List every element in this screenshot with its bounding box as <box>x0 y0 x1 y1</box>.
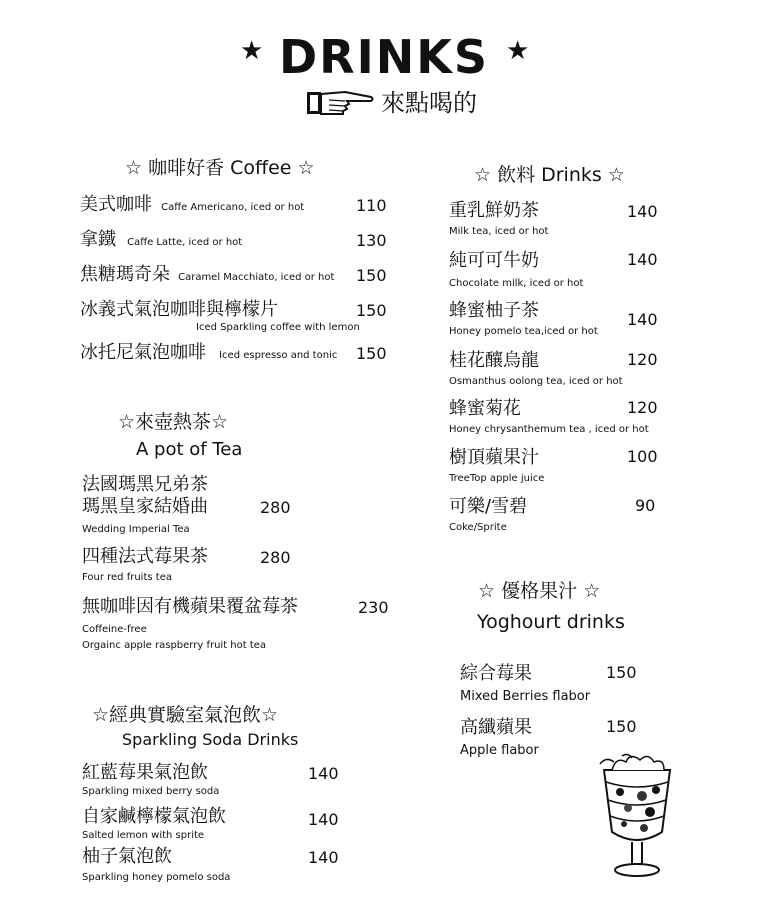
parfait-glass-icon <box>594 752 680 880</box>
tea-heading: ☆來壺熱茶☆ <box>118 411 229 433</box>
menu-item <box>82 846 342 884</box>
item-desc: Mixed Berries flabor <box>460 689 591 704</box>
soda-heading-en: Sparkling Soda Drinks <box>122 730 299 749</box>
page-title: DRINKS <box>279 30 489 84</box>
menu-item <box>80 264 390 286</box>
star-icon-left: ★ <box>240 36 264 66</box>
item-price: 140 <box>627 202 658 221</box>
item-desc: Wedding Imperial Tea <box>82 524 190 535</box>
item-price: 120 <box>627 398 658 417</box>
pointing-hand-icon <box>305 88 375 118</box>
subtitle: 來點喝的 <box>381 89 477 117</box>
item-name: 高纖蘋果 <box>460 717 532 738</box>
item-price: 150 <box>356 266 387 285</box>
item-price: 140 <box>627 250 658 269</box>
item-price: 140 <box>308 848 339 867</box>
tea-heading-en: A pot of Tea <box>136 439 243 460</box>
menu-item <box>449 447 669 485</box>
item-name: 焦糖瑪奇朵 <box>80 264 170 285</box>
item-name: 冰義式氣泡咖啡與檸檬片 <box>80 299 278 320</box>
item-name: 法國瑪黑兄弟茶 <box>82 474 208 495</box>
menu-item <box>449 398 669 436</box>
item-name: 純可可牛奶 <box>449 250 539 271</box>
menu-item <box>82 762 342 798</box>
yoghourt-heading: ☆ 優格果汁 ☆ <box>478 580 601 602</box>
item-price: 90 <box>635 496 656 515</box>
item-name: 蜂蜜柚子茶 <box>449 300 539 321</box>
item-price: 280 <box>260 548 291 567</box>
item-desc: Coke/Sprite <box>449 522 507 533</box>
item-name: 紅藍莓果氣泡飲 <box>82 762 208 783</box>
item-desc: Four red fruits tea <box>82 572 172 583</box>
item-desc: Milk tea, iced or hot <box>449 226 549 237</box>
item-name: 無咖啡因有機蘋果覆盆莓茶 <box>82 596 298 617</box>
item-desc: Iced Sparkling coffee with lemon <box>196 322 360 333</box>
item-name: 冰托尼氣泡咖啡 <box>80 342 206 363</box>
item-desc: Sparkling mixed berry soda <box>82 786 220 797</box>
item-desc: Apple flabor <box>460 743 539 758</box>
item-price: 140 <box>308 764 339 783</box>
item-price: 230 <box>358 598 389 617</box>
item-name: 拿鐵 <box>80 229 116 250</box>
item-name: 蜂蜜菊花 <box>449 398 521 419</box>
item-desc: Salted lemon with sprite <box>82 830 205 841</box>
item-name: 自家鹹檸檬氣泡飲 <box>82 806 226 827</box>
menu-item <box>449 496 669 534</box>
yoghourt-heading-en: Yoghourt drinks <box>477 611 625 633</box>
menu-item <box>82 546 322 584</box>
item-name: 桂花釀烏龍 <box>449 350 539 371</box>
item-price: 150 <box>606 717 637 736</box>
item-price: 150 <box>356 344 387 363</box>
item-name: 美式咖啡 <box>80 194 152 215</box>
item-name: 重乳鮮奶茶 <box>449 200 539 221</box>
item-desc: Honey pomelo tea,iced or hot <box>449 326 598 337</box>
item-price: 150 <box>606 663 637 682</box>
item-desc: TreeTop apple juice <box>449 473 545 484</box>
item-desc: Coffeine-free <box>82 624 147 635</box>
menu-item <box>80 194 390 216</box>
item-desc: Caffe Latte, iced or hot <box>127 237 243 248</box>
menu-item <box>449 200 669 238</box>
item-name: 可樂/雪碧 <box>449 496 528 517</box>
item-price: 100 <box>627 447 658 466</box>
item-desc: Sparkling honey pomelo soda <box>82 872 231 883</box>
item-price: 130 <box>356 231 387 250</box>
item-desc: Caffe Americano, iced or hot <box>161 202 305 213</box>
menu-item <box>82 806 342 842</box>
menu-item <box>449 250 669 290</box>
item-desc: Caramel Macchiato, iced or hot <box>178 272 335 283</box>
menu-item <box>80 299 390 334</box>
menu-item <box>449 300 669 338</box>
menu-item <box>80 342 390 364</box>
item-price: 280 <box>260 498 291 517</box>
coffee-heading: ☆ 咖啡好香 Coffee ☆ <box>125 157 315 179</box>
item-name: 柚子氣泡飲 <box>82 846 172 867</box>
menu-item <box>460 663 660 704</box>
item-name: 四種法式莓果茶 <box>82 546 208 567</box>
item-desc: Iced espresso and tonic <box>219 350 338 361</box>
item-price: 150 <box>356 301 387 320</box>
item-price: 110 <box>356 196 387 215</box>
menu-item <box>80 229 390 251</box>
menu-item <box>449 350 669 388</box>
drinks-heading: ☆ 飲料 Drinks ☆ <box>474 164 625 186</box>
star-icon-right: ★ <box>506 36 530 66</box>
item-desc-line2: Orgainc apple raspberry fruit hot tea <box>82 640 267 651</box>
item-desc: Chocolate milk, iced or hot <box>449 278 584 289</box>
item-name: 樹頂蘋果汁 <box>449 447 539 468</box>
item-desc: Osmanthus oolong tea, iced or hot <box>449 376 623 387</box>
menu-header <box>0 18 768 84</box>
menu-item <box>82 474 322 536</box>
menu-item <box>82 596 402 652</box>
item-price: 140 <box>627 310 658 329</box>
item-name-line2: 瑪黑皇家結婚曲 <box>82 496 208 517</box>
item-desc: Honey chrysanthemum tea , iced or hot <box>449 424 649 435</box>
item-price: 140 <box>308 810 339 829</box>
item-name: 綜合莓果 <box>460 663 532 684</box>
item-price: 120 <box>627 350 658 369</box>
soda-heading: ☆經典實驗室氣泡飲☆ <box>92 704 279 726</box>
